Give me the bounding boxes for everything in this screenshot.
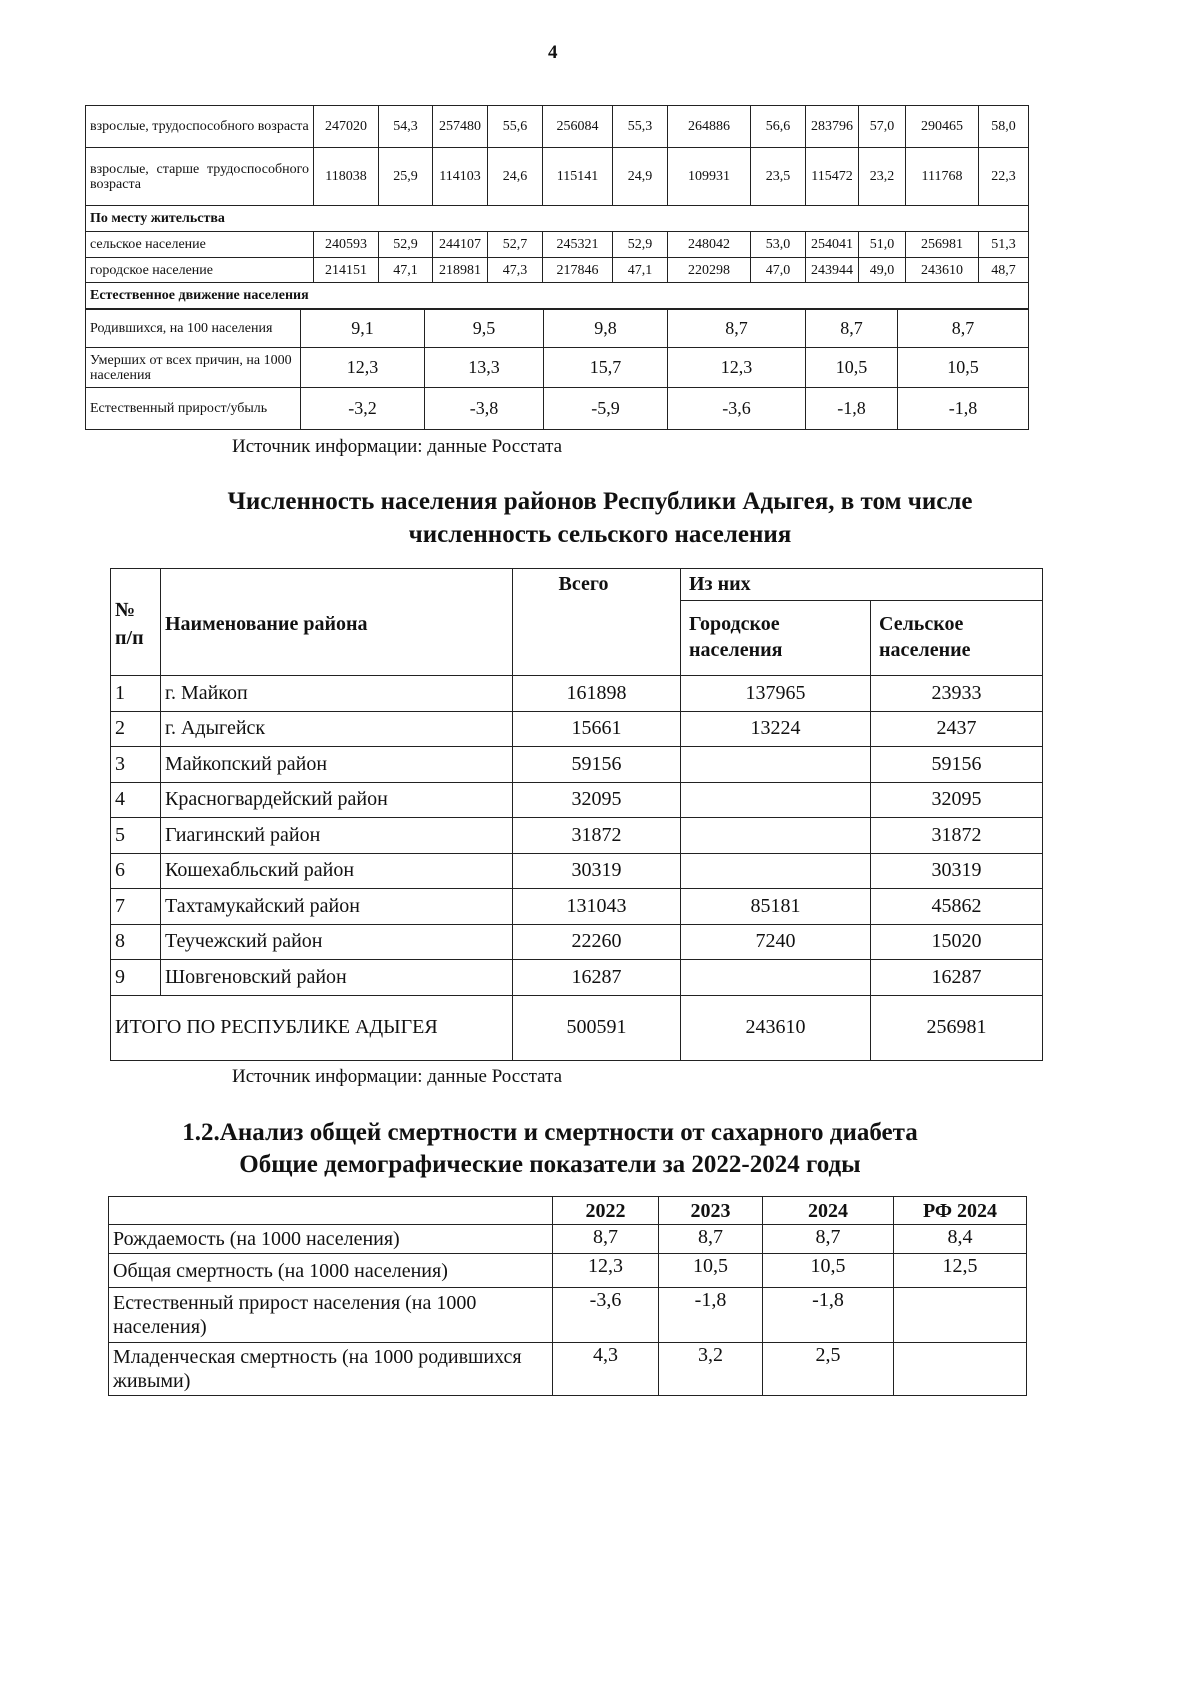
row-label: взрослые, старше трудоспособного возраста [86, 148, 314, 206]
cell: 48,7 [979, 258, 1029, 283]
cell: 12,3 [668, 348, 806, 388]
source-note: Источник информации: данные Росстата [232, 436, 563, 457]
cell: 2,5 [763, 1343, 894, 1396]
header-total: Всего [513, 569, 681, 676]
cell: 243944 [806, 258, 859, 283]
cell: 220298 [668, 258, 751, 283]
cell: 8,7 [553, 1225, 659, 1254]
cell: -1,8 [806, 388, 898, 430]
cell: 51,3 [979, 232, 1029, 258]
indicator-label: Общая смертность (на 1000 населения) [109, 1254, 553, 1288]
district-row [111, 711, 1043, 747]
total-value: 243610 [681, 995, 871, 1060]
row-num: 1 [111, 676, 161, 712]
row-label: сельское население [86, 232, 314, 258]
cell: 10,5 [898, 348, 1029, 388]
district-row [111, 960, 1043, 996]
row-label: взрослые, трудоспособного возраста [86, 106, 314, 148]
column-header: РФ 2024 [894, 1197, 1027, 1225]
cell: 256981 [906, 232, 979, 258]
district-row [111, 924, 1043, 960]
total-value: 15661 [513, 711, 681, 747]
table-row [86, 348, 1029, 388]
cell: -5,9 [544, 388, 668, 430]
table-row [86, 310, 1029, 348]
district-name: Красногвардейский район [161, 782, 513, 818]
cell: 264886 [668, 106, 751, 148]
district-name: Тахтамукайский район [161, 889, 513, 925]
total-value: 131043 [513, 889, 681, 925]
cell: 290465 [906, 106, 979, 148]
cell: 12,3 [553, 1254, 659, 1288]
district-name: Майкопский район [161, 747, 513, 783]
cell: 52,7 [488, 232, 543, 258]
table-row [86, 388, 1029, 430]
cell [894, 1343, 1027, 1396]
indicator-label: Естественный прирост населения (на 1000 населения) [109, 1288, 553, 1343]
cell: 55,3 [613, 106, 668, 148]
total-label: ИТОГО ПО РЕСПУБЛИКЕ АДЫГЕЯ [111, 995, 513, 1060]
cell: 245321 [543, 232, 613, 258]
urban-value: 13224 [681, 711, 871, 747]
cell: 22,3 [979, 148, 1029, 206]
cell: 248042 [668, 232, 751, 258]
header-of-them: Из них [681, 569, 1043, 601]
districts-table [110, 568, 1043, 1061]
total-value: 16287 [513, 960, 681, 996]
total-value: 161898 [513, 676, 681, 712]
urban-value [681, 818, 871, 854]
indicator-label: Младенческая смертность (на 1000 родившихся живыми) [109, 1343, 553, 1396]
cell: 9,1 [301, 310, 425, 348]
table-row [86, 148, 1029, 206]
indicator-label: Рождаемость (на 1000 населения) [109, 1225, 553, 1254]
page-number: 4 [548, 42, 558, 63]
district-name: г. Адыгейск [161, 711, 513, 747]
district-name: Теучежский район [161, 924, 513, 960]
district-row [111, 676, 1043, 712]
cell: 12,5 [894, 1254, 1027, 1288]
section-row: Естественное движение населения [86, 283, 1029, 309]
natural-movement-table [85, 309, 1029, 430]
district-row [111, 782, 1043, 818]
cell: 47,1 [379, 258, 433, 283]
rural-value: 16287 [871, 960, 1043, 996]
cell: -1,8 [898, 388, 1029, 430]
cell: 23,5 [751, 148, 806, 206]
cell: 8,7 [668, 310, 806, 348]
urban-value: 85181 [681, 889, 871, 925]
cell: 47,3 [488, 258, 543, 283]
cell: 257480 [433, 106, 488, 148]
district-name: г. Майкоп [161, 676, 513, 712]
cell: 49,0 [859, 258, 906, 283]
column-header [109, 1197, 553, 1225]
cell: 51,0 [859, 232, 906, 258]
district-row [111, 853, 1043, 889]
cell: 115141 [543, 148, 613, 206]
cell: 243610 [906, 258, 979, 283]
rural-value: 2437 [871, 711, 1043, 747]
total-row [111, 995, 1043, 1060]
total-value: 500591 [513, 995, 681, 1060]
cell: 247020 [314, 106, 379, 148]
cell: 111768 [906, 148, 979, 206]
cell: 24,9 [613, 148, 668, 206]
indicator-row [109, 1254, 1027, 1288]
row-num: 3 [111, 747, 161, 783]
rural-value: 32095 [871, 782, 1043, 818]
cell: 53,0 [751, 232, 806, 258]
cell: 3,2 [659, 1343, 763, 1396]
rural-value: 15020 [871, 924, 1043, 960]
cell: 214151 [314, 258, 379, 283]
cell: 57,0 [859, 106, 906, 148]
row-num: 2 [111, 711, 161, 747]
cell: -3,6 [668, 388, 806, 430]
rural-value: 30319 [871, 853, 1043, 889]
header-num: № п/п [111, 569, 161, 676]
row-label: городское население [86, 258, 314, 283]
section-title: Численность населения районов Республики Адыгея, в том числе численность сельского населения [227, 488, 973, 548]
cell: 54,3 [379, 106, 433, 148]
cell: 4,3 [553, 1343, 659, 1396]
table-row [86, 106, 1029, 148]
rural-value: 23933 [871, 676, 1043, 712]
row-label: Умерших от всех причин, на 1000 населения [86, 348, 301, 388]
header-urban: Городское населения [681, 601, 871, 676]
cell: 47,0 [751, 258, 806, 283]
section-row: По месту жительства [86, 206, 1029, 232]
row-num: 6 [111, 853, 161, 889]
demographics-table [85, 105, 1029, 309]
cell: 47,1 [613, 258, 668, 283]
row-num: 4 [111, 782, 161, 818]
total-value: 30319 [513, 853, 681, 889]
cell: 55,6 [488, 106, 543, 148]
total-value: 22260 [513, 924, 681, 960]
indicators-table [108, 1196, 1027, 1396]
cell: 115472 [806, 148, 859, 206]
section-heading: 1.2.Анализ общей смертности и смертности от сахарного диабета [182, 1119, 918, 1146]
urban-value: 137965 [681, 676, 871, 712]
cell: 12,3 [301, 348, 425, 388]
cell: 9,8 [544, 310, 668, 348]
cell: 244107 [433, 232, 488, 258]
district-name: Шовгеновский район [161, 960, 513, 996]
cell: -3,2 [301, 388, 425, 430]
indicator-row [109, 1343, 1027, 1396]
cell: 15,7 [544, 348, 668, 388]
column-header: 2024 [763, 1197, 894, 1225]
cell: 52,9 [613, 232, 668, 258]
source-note: Источник информации: данные Росстата [232, 1066, 563, 1087]
cell: 283796 [806, 106, 859, 148]
indicator-row [109, 1288, 1027, 1343]
row-num: 9 [111, 960, 161, 996]
row-num: 8 [111, 924, 161, 960]
header-rural: Сельское население [871, 601, 1043, 676]
column-header: 2022 [553, 1197, 659, 1225]
rural-value: 31872 [871, 818, 1043, 854]
column-header: 2023 [659, 1197, 763, 1225]
district-name: Кошехабльский район [161, 853, 513, 889]
row-num: 5 [111, 818, 161, 854]
cell: -3,8 [425, 388, 544, 430]
district-name: Гиагинский район [161, 818, 513, 854]
cell: 8,7 [659, 1225, 763, 1254]
urban-value [681, 960, 871, 996]
total-value: 31872 [513, 818, 681, 854]
cell: 10,5 [763, 1254, 894, 1288]
urban-value [681, 782, 871, 818]
row-num: 7 [111, 889, 161, 925]
urban-value [681, 747, 871, 783]
total-value: 32095 [513, 782, 681, 818]
cell: 10,5 [659, 1254, 763, 1288]
urban-value: 7240 [681, 924, 871, 960]
indicator-row [109, 1225, 1027, 1254]
cell: 56,6 [751, 106, 806, 148]
cell: 10,5 [806, 348, 898, 388]
cell: 24,6 [488, 148, 543, 206]
cell: 8,7 [898, 310, 1029, 348]
section-subheading: Общие демографические показатели за 2022-2024 годы [239, 1151, 861, 1178]
cell: 25,9 [379, 148, 433, 206]
cell: -3,6 [553, 1288, 659, 1343]
cell: -1,8 [659, 1288, 763, 1343]
cell: 118038 [314, 148, 379, 206]
cell [894, 1288, 1027, 1343]
cell: 109931 [668, 148, 751, 206]
cell: 23,2 [859, 148, 906, 206]
row-label: Родившихся, на 100 населения [86, 310, 301, 348]
header-name: Наименование района [161, 569, 513, 676]
cell: 8,7 [806, 310, 898, 348]
row-label: Естественный прирост/убыль [86, 388, 301, 430]
district-row [111, 818, 1043, 854]
cell: 114103 [433, 148, 488, 206]
cell: 13,3 [425, 348, 544, 388]
cell: 58,0 [979, 106, 1029, 148]
cell: 218981 [433, 258, 488, 283]
urban-value [681, 853, 871, 889]
cell: 240593 [314, 232, 379, 258]
table-row [86, 258, 1029, 283]
cell: 256084 [543, 106, 613, 148]
cell: 52,9 [379, 232, 433, 258]
cell: 8,7 [763, 1225, 894, 1254]
cell: 217846 [543, 258, 613, 283]
district-row [111, 889, 1043, 925]
cell: 9,5 [425, 310, 544, 348]
district-row [111, 747, 1043, 783]
cell: 8,4 [894, 1225, 1027, 1254]
cell: -1,8 [763, 1288, 894, 1343]
rural-value: 59156 [871, 747, 1043, 783]
total-value: 256981 [871, 995, 1043, 1060]
table-row [86, 232, 1029, 258]
cell: 254041 [806, 232, 859, 258]
total-value: 59156 [513, 747, 681, 783]
rural-value: 45862 [871, 889, 1043, 925]
